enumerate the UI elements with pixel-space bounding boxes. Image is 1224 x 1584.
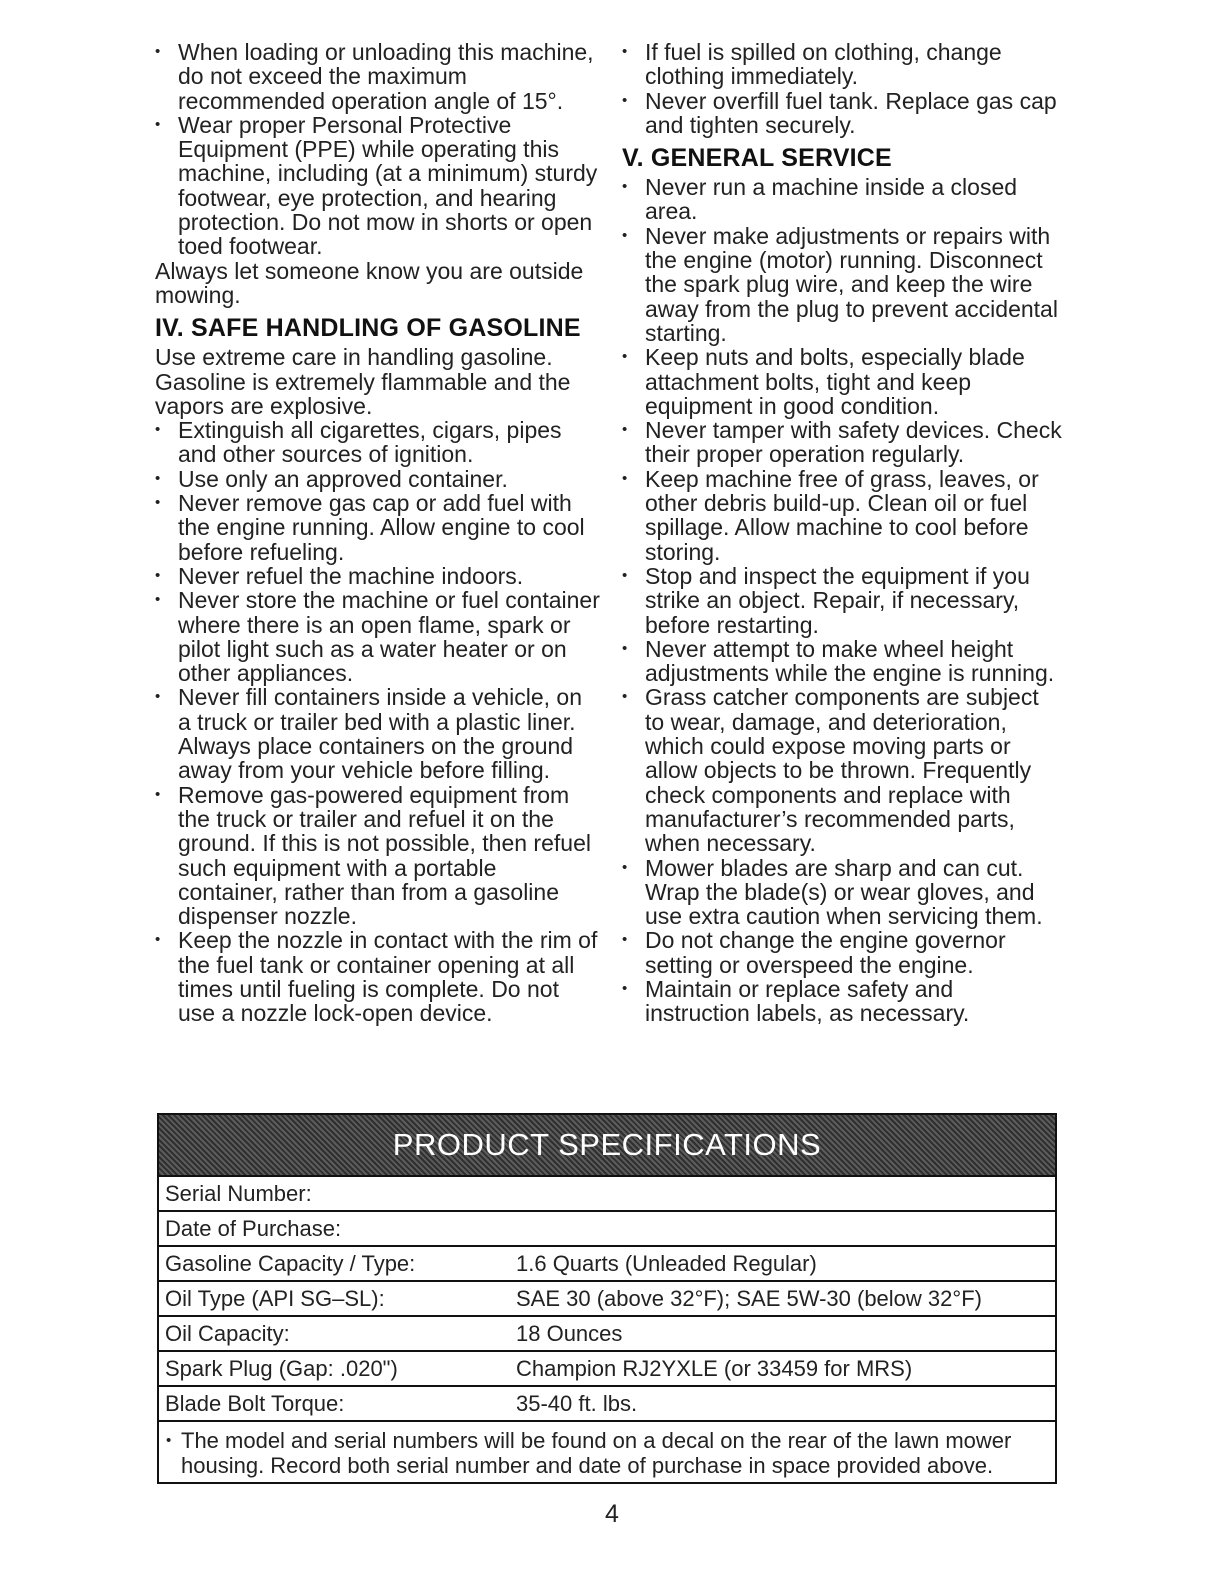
list-item: • Stop and inspect the equipment if you strike an object. Repair, if necessary, before restarting. [622, 564, 1062, 637]
list-item: • Never make adjustments or repairs with the engine (motor) running. Disconnect the spark plug wire, and keep the wire away from the plug to prevent accidental starting. [622, 224, 1062, 345]
spec-label: Gasoline Capacity / Type: [165, 1250, 416, 1276]
section-heading-general-service: V. GENERAL SERVICE [622, 144, 892, 173]
list-item: • Mower blades are sharp and can cut. Wrap the blade(s) or wear gloves, and use extra caution when servicing them. [622, 856, 1062, 929]
list-item: • Maintain or replace safety and instruction labels, as necessary. [622, 977, 1062, 1026]
spec-label: Spark Plug (Gap: .020") [165, 1355, 398, 1381]
spec-label: Blade Bolt Torque: [165, 1390, 345, 1416]
spec-value: 1.6 Quarts (Unleaded Regular) [516, 1250, 817, 1276]
list-item: • Wear proper Personal Protective Equipment (PPE) while operating this machine, including (at a minimum) sturdy footwear, eye protection, and hearing protection. Do not mow in shorts or open toed footwear. [155, 113, 600, 259]
spec-row-oil-type [159, 1282, 1055, 1317]
list-item: • Never run a machine inside a closed area. [622, 175, 1062, 224]
general-service-bullet-list [622, 175, 1062, 1025]
spec-row-gasoline-capacity [159, 1247, 1055, 1282]
spec-value: Champion RJ2YXLE (or 33459 for MRS) [516, 1355, 913, 1381]
list-item: • When loading or unloading this machine, do not exceed the maximum recommended operation angle of 15°. [155, 40, 600, 113]
list-item: • Never attempt to make wheel height adjustments while the engine is running. [622, 637, 1062, 686]
outside-mowing-note: Always let someone know you are outside mowing. [155, 257, 584, 308]
spec-row-date-of-purchase [159, 1212, 1055, 1247]
gasoline-bullet-list [155, 418, 600, 1025]
list-item: • Never tamper with safety devices. Check their proper operation regularly. [622, 418, 1062, 467]
list-item: • Never store the machine or fuel container where there is an open flame, spark or pilot light such as a water heater or on other appliances. [155, 588, 600, 685]
spec-row-blade-bolt-torque [159, 1387, 1055, 1422]
list-item: • Grass catcher components are subject to wear, damage, and deterioration, which could expose moving parts or allow objects to be thrown. Frequently check components and replace with manufacturer’s recommended parts, when necessary. [622, 685, 1062, 855]
product-specifications-table [157, 1113, 1057, 1484]
serial-number-location-note: • The model and serial numbers will be found on a decal on the rear of the lawn mower housing. Record both serial number and date of purchase in space provided above. [159, 1422, 1055, 1482]
list-item: • Extinguish all cigarettes, cigars, pipes and other sources of ignition. [155, 418, 600, 467]
list-item: • If fuel is spilled on clothing, change clothing immediately. [622, 40, 1062, 89]
right-column [622, 40, 1062, 1026]
spec-label: Serial Number: [165, 1180, 312, 1206]
spec-row-oil-capacity [159, 1317, 1055, 1352]
section-heading-gasoline: IV. SAFE HANDLING OF GASOLINE [155, 314, 581, 343]
spec-value: 35-40 ft. lbs. [516, 1390, 638, 1416]
list-item: • Keep the nozzle in contact with the rim of the fuel tank or container opening at all times until fueling is complete. Do not use a nozzle lock-open device. [155, 928, 600, 1025]
section-intro-gasoline: Use extreme care in handling gasoline. Gasoline is extremely flammable and the vapors are explosive. [155, 344, 571, 419]
spec-label: Oil Type (API SG–SL): [165, 1285, 385, 1311]
list-item: • Never remove gas cap or add fuel with the engine running. Allow engine to cool before refueling. [155, 491, 600, 564]
list-item: • Keep nuts and bolts, especially blade attachment bolts, tight and keep equipment in good condition. [622, 345, 1062, 418]
spec-label: Date of Purchase: [165, 1215, 342, 1241]
page-number: 4 [605, 1500, 619, 1528]
specifications-title: PRODUCT SPECIFICATIONS [159, 1115, 1055, 1177]
spec-value: SAE 30 (above 32°F); SAE 5W-30 (below 32°F) [516, 1285, 982, 1311]
list-item: • Do not change the engine governor setting or overspeed the engine. [622, 928, 1062, 977]
intro-bullet-list [155, 40, 600, 259]
spec-value: 18 Ounces [516, 1320, 623, 1346]
spec-row-serial-number [159, 1177, 1055, 1212]
spec-row-spark-plug [159, 1352, 1055, 1387]
list-item: • Keep machine free of grass, leaves, or other debris build-up. Clean oil or fuel spillage. Allow machine to cool before storing. [622, 467, 1062, 564]
fuel-bullet-list [622, 40, 1062, 137]
left-column [155, 40, 600, 1026]
spec-label: Oil Capacity: [165, 1320, 290, 1346]
list-item: • Never fill containers inside a vehicle, on a truck or trailer bed with a plastic liner. Always place containers on the ground away from your vehicle before filling. [155, 685, 600, 782]
list-item: • Never refuel the machine indoors. [155, 564, 600, 588]
list-item: • Use only an approved container. [155, 467, 600, 491]
list-item: • Never overfill fuel tank. Replace gas cap and tighten securely. [622, 89, 1062, 138]
list-item: • Remove gas-powered equipment from the truck or trailer and refuel it on the ground. If this is not possible, then refuel such equipment with a portable container, rather than from a gasoline dispenser nozzle. [155, 783, 600, 929]
